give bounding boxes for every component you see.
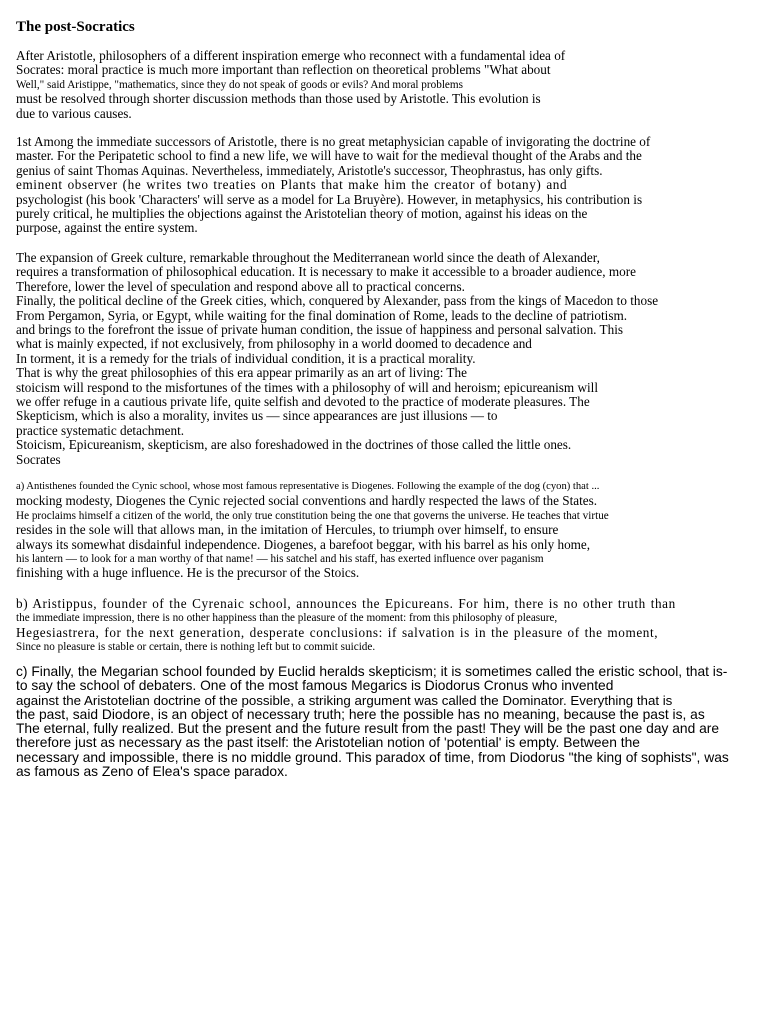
text-line: we offer refuge in a cautious private life, quite selfish and devoted to the practice of moderate pleasures. The [16,394,590,410]
text-line: Stoicism, Epicureanism, skepticism, are also foreshadowed in the doctrines of those called the little ones. [16,437,572,453]
text-line: necessary and impossible, there is no middle ground. This paradox of time, from Diodorus "the king of sophists", was [16,749,729,765]
text-line: That is why the great philosophies of this era appear primarily as an art of living: The [16,365,467,381]
text-line: 1st Among the immediate successors of Aristotle, there is no great metaphysician capable of invigorating the doctrine of [16,134,651,149]
text-line: must be resolved through shorter discussion methods than those used by Aristotle. This evolution is [16,91,541,107]
megarian-paragraph [16,665,756,779]
text-line: eminent observer (he writes two treaties on Plants that make him the creator of botany) and [16,177,568,193]
text-line: master. For the Peripatetic school to find a new life, we will have to wait for the medieval thought of the Arabs and the [16,148,642,164]
text-line: psychologist (his book 'Characters' will serve as a model for La Bruyère). However, in metaphysics, his contribution is [16,191,643,207]
cynic-paragraph [16,480,756,581]
text-line: b) Aristippus, founder of the Cyrenaic school, announces the Epicureans. For him, there is no other truth than [16,596,676,611]
text-line: Hegesiastrera, for the next generation, desperate conclusions: if salvation is in the pleasure of the moment, [16,624,659,640]
text-line: The eternal, fully realized. But the present and the future result from the past! They will be the past one day and are [16,721,720,737]
expansion-paragraph [16,251,756,467]
text-line: always its somewhat disdainful independence. Diogenes, a barefoot beggar, with his barrel as his only home, [16,536,591,552]
text-line: stoicism will respond to the misfortunes of the times with a philosophy of will and heroism; epicureanism will [16,379,599,395]
text-line: After Aristotle, philosophers of a different inspiration emerge who reconnect with a fundamental idea of [16,48,566,63]
text-line: practice systematic detachment. [16,422,185,438]
text-line: He proclaims himself a citizen of the world, the only true constitution being the one that governs the universe. He teaches that virtue [16,509,609,522]
text-line: finishing with a huge influence. He is the precursor of the Stoics. [16,565,360,581]
text-line: purpose, against the entire system. [16,220,198,236]
text-line: his lantern — to look for a man worthy of that name! — his satchel and his staff, has exerted influence over paganism [16,553,544,566]
text-line: Therefore, lower the level of speculation and respond above all to practical concerns. [16,278,465,294]
text-line: requires a transformation of philosophical education. It is necessary to make it accessible to a broader audience, more [16,264,636,280]
text-line: Skepticism, which is also a morality, invites us — since appearances are just illusions — to [16,408,498,424]
text-line: genius of saint Thomas Aquinas. Nevertheless, immediately, Aristotle's successor, Theophrastus, has only gifts. [16,162,603,178]
text-line: Socrates: moral practice is much more important than reflection on theoretical problems "What about [16,62,551,78]
text-line: mocking modesty, Diogenes the Cynic rejected social conventions and hardly respected the laws of the States. [16,493,598,509]
text-line: resides in the sole will that allows man, in the imitation of Hercules, to triumph over himself, to ensure [16,522,559,538]
text-line: and brings to the forefront the issue of private human condition, the issue of happiness and personal salvation. This [16,322,623,338]
text-line: Well," said Aristippe, "mathematics, since they do not speak of goods or evils? And moral problems [16,78,463,91]
text-line: c) Finally, the Megarian school founded by Euclid heralds skepticism; it is sometimes called the eristic school, that is- [16,664,728,679]
successors-paragraph [16,135,756,236]
text-line: purely critical, he multiplies the objections against the Aristotelian theory of motion, against his ideas on the [16,206,588,222]
text-line: to say the school of debaters. One of the most famous Megarics is Diodorus Cronus who invented [16,678,614,694]
text-line: From Pergamon, Syria, or Egypt, while waiting for the final domination of Rome, leads to the decline of patriotism. [16,307,628,323]
text-line: Socrates [16,451,61,467]
text-line: the immediate impression, there is no other happiness than the pleasure of the moment: from this philosophy of pleasure, [16,612,558,625]
text-line: due to various causes. [16,105,132,121]
text-line: Finally, the political decline of the Greek cities, which, conquered by Alexander, pass from the kings of Macedon to those [16,293,659,309]
text-line: as famous as Zeno of Elea's space paradox. [16,764,288,780]
text-line: In torment, it is a remedy for the trials of individual condition, it is a practical morality. [16,350,476,366]
page-title: The post-Socratics [16,19,135,35]
text-line: against the Aristotelian doctrine of the possible, a striking argument was called the Dominator. Everything that is [16,692,673,708]
text-line: Since no pleasure is stable or certain, there is nothing left but to commit suicide. [16,641,376,654]
text-line: therefore just as necessary as the past itself: the Aristotelian notion of 'potential' is empty. Between the [16,735,640,751]
cyrenaic-paragraph [16,597,756,655]
text-line: what is mainly expected, if not exclusively, from philosophy in a world doomed to decadence and [16,336,532,352]
text-line: The expansion of Greek culture, remarkable throughout the Mediterranean world since the death of Alexander, [16,250,600,265]
text-line: the past, said Diodore, is an object of necessary truth; here the possible has no meaning, because the past is, as [16,706,705,722]
intro-paragraph [16,49,756,121]
text-line: a) Antisthenes founded the Cynic school, whose most famous representative is Diogenes. Following the example of the dog (cyon) that ... [16,481,600,492]
